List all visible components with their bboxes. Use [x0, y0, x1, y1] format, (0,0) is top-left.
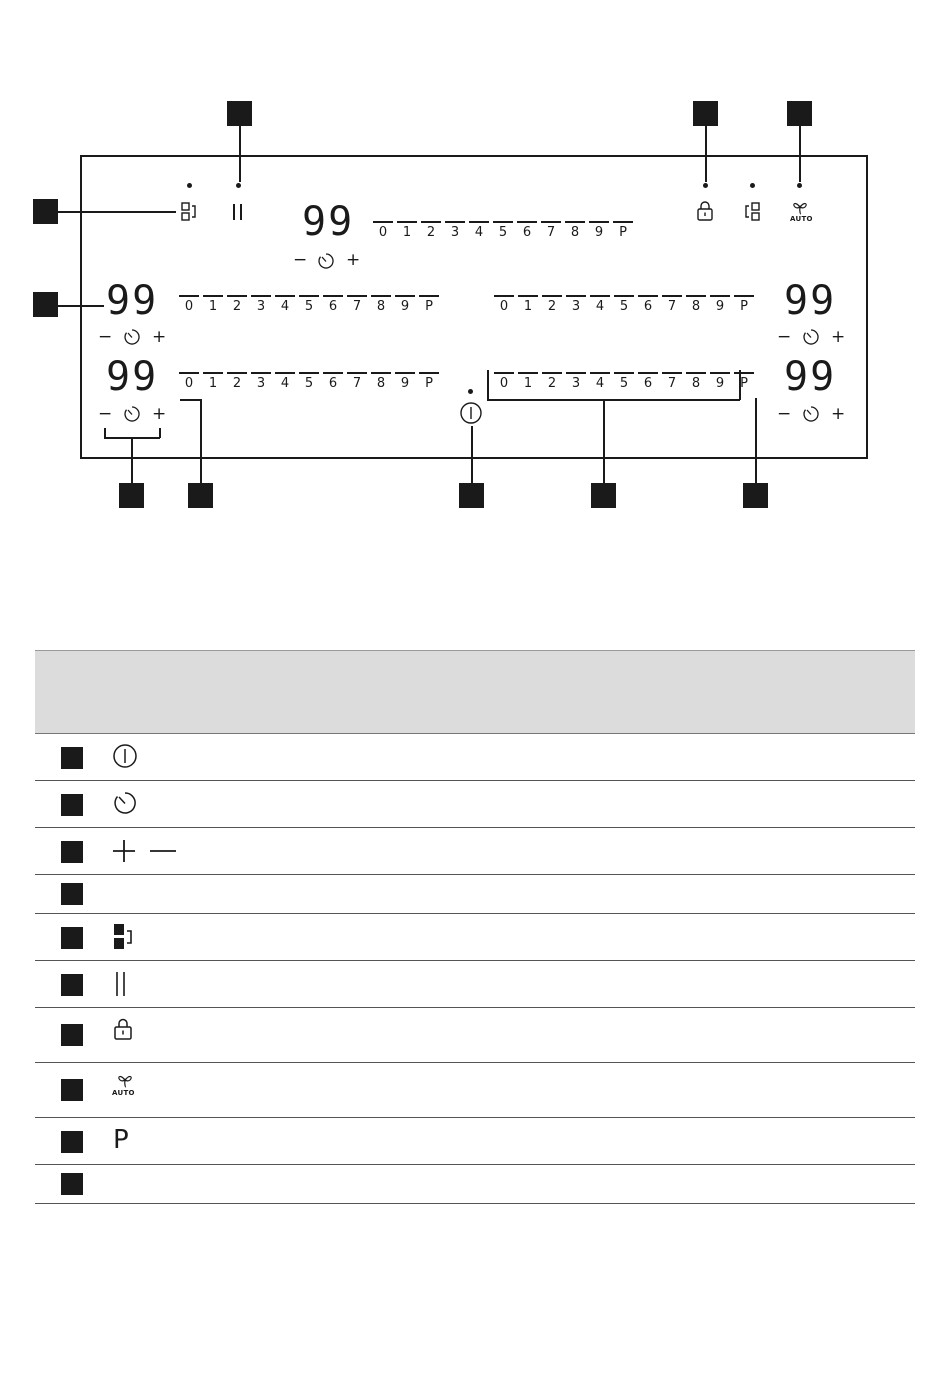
power-level-bar: [614, 372, 634, 374]
power-level-1[interactable]: [201, 372, 225, 391]
power-scale-left-upper: [177, 295, 441, 314]
power-level-9[interactable]: [708, 295, 732, 314]
power-level-bar: [662, 372, 682, 374]
callout-line: [58, 305, 104, 307]
power-level-1[interactable]: [201, 295, 225, 314]
power-level-p[interactable]: [417, 372, 441, 391]
power-level-label: P: [425, 376, 433, 391]
power-level-label: 1: [523, 376, 533, 391]
power-level-2[interactable]: [225, 295, 249, 314]
callout-marker-left-bridge: [33, 199, 58, 224]
power-level-bar: [710, 295, 730, 297]
power-level-bar: [662, 295, 682, 297]
power-level-4[interactable]: [273, 295, 297, 314]
power-level-8[interactable]: [369, 372, 393, 391]
power-level-bar: [179, 372, 199, 374]
power-level-bar: [541, 221, 561, 223]
power-level-p[interactable]: [611, 221, 635, 240]
timer-display-left-lower: 99: [106, 354, 159, 400]
power-level-label: 9: [400, 376, 410, 391]
callout-marker-bottom-power: [459, 483, 484, 508]
power-level-bar: [565, 221, 585, 223]
power-level-label: 8: [691, 299, 701, 314]
auto-label: AUTO: [790, 215, 813, 223]
power-level-bar: [734, 372, 754, 374]
power-level-label: 8: [691, 376, 701, 391]
callout-line: [180, 399, 201, 401]
power-level-1[interactable]: [395, 221, 419, 240]
power-level-label: 6: [522, 225, 532, 240]
function-table: [35, 650, 915, 1204]
power-level-label: 6: [643, 299, 653, 314]
power-level-bar: [251, 295, 271, 297]
power-level-bar: [494, 372, 514, 374]
power-level-0[interactable]: [492, 295, 516, 314]
power-level-label: 3: [571, 376, 581, 391]
power-level-4[interactable]: [273, 372, 297, 391]
indicator-dot-power: [468, 389, 473, 394]
table-row: [35, 1063, 915, 1118]
power-level-label: 1: [208, 376, 218, 391]
power-level-label: 0: [184, 376, 194, 391]
callout-line: [200, 399, 202, 483]
row-marker: [61, 1079, 83, 1101]
power-level-5[interactable]: [297, 372, 321, 391]
power-level-label: 3: [571, 299, 581, 314]
power-level-bar: [686, 295, 706, 297]
power-level-3[interactable]: [249, 295, 273, 314]
power-level-bar: [371, 295, 391, 297]
power-level-2[interactable]: [419, 221, 443, 240]
power-level-bar: [203, 372, 223, 374]
power-level-bar: [203, 295, 223, 297]
power-level-label: 5: [619, 376, 629, 391]
power-level-3[interactable]: [564, 372, 588, 391]
power-level-p[interactable]: [732, 295, 756, 314]
power-level-label: 2: [547, 299, 557, 314]
power-level-bar: [493, 221, 513, 223]
power-level-label: 4: [280, 376, 290, 391]
power-level-5[interactable]: [491, 221, 515, 240]
power-scale-right-lower: [492, 372, 756, 391]
timer-plus-button-right-lower[interactable]: +: [831, 404, 846, 424]
timer-minus-button-left-upper[interactable]: −: [98, 327, 113, 347]
table-row: [35, 1118, 915, 1165]
power-level-bar: [227, 295, 247, 297]
power-level-label: 0: [499, 299, 509, 314]
power-level-label: 4: [595, 299, 605, 314]
power-level-bar: [613, 221, 633, 223]
power-level-label: 0: [378, 225, 388, 240]
power-level-label: 0: [499, 376, 509, 391]
row-marker: [61, 883, 83, 905]
power-level-5[interactable]: [612, 372, 636, 391]
timer-plus-button-left-upper[interactable]: +: [152, 327, 167, 347]
callout-line: [58, 211, 176, 213]
power-level-label: 6: [328, 376, 338, 391]
power-level-bar: [395, 372, 415, 374]
power-level-bar: [373, 221, 393, 223]
power-level-bar: [419, 295, 439, 297]
power-level-bar: [566, 295, 586, 297]
power-level-bar: [518, 372, 538, 374]
callout-line: [239, 126, 241, 182]
timer-icon[interactable]: [123, 328, 141, 346]
power-level-bar: [710, 372, 730, 374]
row-marker: [61, 1024, 83, 1046]
power-level-0[interactable]: [492, 372, 516, 391]
power-level-bar: [395, 295, 415, 297]
callout-line: [487, 399, 740, 401]
power-level-bar: [347, 295, 367, 297]
power-level-1[interactable]: [516, 372, 540, 391]
power-level-bar: [419, 372, 439, 374]
power-level-0[interactable]: [177, 295, 201, 314]
callout-line: [104, 428, 106, 438]
callout-line: [131, 437, 133, 483]
power-level-bar: [590, 295, 610, 297]
power-level-label: 6: [643, 376, 653, 391]
power-level-bar: [299, 372, 319, 374]
bridge-icon: [113, 923, 135, 951]
power-level-label: 7: [667, 299, 677, 314]
power-level-bar: [638, 295, 658, 297]
power-level-p[interactable]: [417, 295, 441, 314]
indicator-dot-bridge-right: [750, 183, 755, 188]
power-scale-right-upper: [492, 295, 756, 314]
callout-line: [159, 428, 161, 438]
row-marker: [61, 927, 83, 949]
row-marker: [61, 794, 83, 816]
power-level-bar: [275, 295, 295, 297]
timer-display-left-upper: 99: [106, 278, 159, 324]
table-header: [35, 650, 915, 734]
table-row: [35, 961, 915, 1008]
plus-minus-icon: [113, 839, 179, 863]
table-row: [35, 875, 915, 914]
power-level-bar: [686, 372, 706, 374]
power-level-label: 1: [208, 299, 218, 314]
power-level-bar: [517, 221, 537, 223]
callout-marker-bottom-boost: [743, 483, 768, 508]
pause-icon[interactable]: [231, 203, 245, 221]
callout-line: [799, 126, 801, 182]
power-level-label: 2: [232, 299, 242, 314]
callout-marker-bottom-scale-zero: [188, 483, 213, 508]
power-level-bar: [566, 372, 586, 374]
callout-marker-top-lock: [693, 101, 718, 126]
power-level-8[interactable]: [684, 372, 708, 391]
power-level-label: P: [619, 225, 627, 240]
power-level-9[interactable]: [708, 372, 732, 391]
power-level-bar: [275, 372, 295, 374]
power-level-9[interactable]: [587, 221, 611, 240]
callout-line: [471, 426, 473, 483]
power-level-label: 2: [426, 225, 436, 240]
power-level-bar: [469, 221, 489, 223]
power-level-0[interactable]: [371, 221, 395, 240]
power-level-7[interactable]: [345, 295, 369, 314]
power-level-label: 1: [402, 225, 412, 240]
indicator-dot-lock: [703, 183, 708, 188]
timer-icon[interactable]: [123, 405, 141, 423]
row-marker: [61, 1131, 83, 1153]
callout-line: [104, 437, 160, 439]
timer-minus-button-right-upper[interactable]: −: [777, 327, 792, 347]
power-level-8[interactable]: [684, 295, 708, 314]
power-level-9[interactable]: [393, 372, 417, 391]
power-level-6[interactable]: [636, 372, 660, 391]
callout-line: [603, 399, 605, 483]
power-level-label: 5: [619, 299, 629, 314]
power-level-bar: [445, 221, 465, 223]
power-level-label: 3: [450, 225, 460, 240]
table-row: [35, 1165, 915, 1204]
power-level-label: 1: [523, 299, 533, 314]
power-level-3[interactable]: [249, 372, 273, 391]
timer-icon[interactable]: [802, 328, 820, 346]
callout-marker-bottom-scale: [591, 483, 616, 508]
power-level-bar: [397, 221, 417, 223]
power-level-8[interactable]: [369, 295, 393, 314]
power-level-bar: [251, 372, 271, 374]
power-level-bar: [179, 295, 199, 297]
lock-icon: [113, 1018, 133, 1040]
power-level-label: P: [740, 376, 748, 391]
callout-marker-left-display: [33, 292, 58, 317]
power-level-label: 0: [184, 299, 194, 314]
indicator-dot-hood: [797, 183, 802, 188]
pause-icon: [113, 971, 129, 997]
power-level-label: 9: [400, 299, 410, 314]
power-level-label: 8: [376, 299, 386, 314]
power-level-label: 3: [256, 376, 266, 391]
timer-display-right-upper: 99: [784, 278, 837, 324]
power-level-label: 5: [304, 299, 314, 314]
row-marker: [61, 747, 83, 769]
power-level-bar: [494, 295, 514, 297]
auto-label: AUTO: [112, 1089, 135, 1097]
power-level-label: 7: [546, 225, 556, 240]
power-level-label: 5: [304, 376, 314, 391]
power-level-2[interactable]: [540, 295, 564, 314]
power-level-label: 7: [667, 376, 677, 391]
power-level-6[interactable]: [321, 372, 345, 391]
power-level-bar: [323, 295, 343, 297]
power-level-7[interactable]: [660, 372, 684, 391]
power-level-p[interactable]: [732, 372, 756, 391]
callout-line: [487, 370, 489, 400]
power-level-label: 3: [256, 299, 266, 314]
lock-icon[interactable]: [696, 201, 714, 221]
power-level-1[interactable]: [516, 295, 540, 314]
power-level-label: 6: [328, 299, 338, 314]
power-level-3[interactable]: [564, 295, 588, 314]
table-row: [35, 734, 915, 781]
power-level-bar: [542, 372, 562, 374]
power-level-label: 5: [498, 225, 508, 240]
power-level-label: 9: [715, 376, 725, 391]
power-level-bar: [614, 295, 634, 297]
power-level-2[interactable]: [225, 372, 249, 391]
power-level-3[interactable]: [443, 221, 467, 240]
row-marker: [61, 841, 83, 863]
power-level-6[interactable]: [636, 295, 660, 314]
power-level-label: 9: [715, 299, 725, 314]
row-marker: [61, 1173, 83, 1195]
power-icon: [113, 743, 137, 769]
power-icon[interactable]: [460, 401, 482, 425]
power-level-0[interactable]: [177, 372, 201, 391]
power-level-bar: [347, 372, 367, 374]
table-row: [35, 1008, 915, 1063]
timer-display-top: 99: [302, 199, 355, 245]
timer-minus-button-left-lower[interactable]: −: [98, 404, 113, 424]
power-level-label: 2: [547, 376, 557, 391]
power-level-4[interactable]: [467, 221, 491, 240]
timer-icon[interactable]: [802, 405, 820, 423]
power-level-8[interactable]: [563, 221, 587, 240]
power-level-bar: [227, 372, 247, 374]
power-level-bar: [518, 295, 538, 297]
power-level-label: P: [425, 299, 433, 314]
power-level-7[interactable]: [539, 221, 563, 240]
power-level-bar: [299, 295, 319, 297]
table-row: [35, 914, 915, 961]
timer-icon: [113, 790, 137, 816]
timer-minus-button-top[interactable]: −: [293, 250, 308, 270]
power-level-bar: [323, 372, 343, 374]
timer-plus-button-right-upper[interactable]: +: [831, 327, 846, 347]
table-row: [35, 781, 915, 828]
power-level-label: 2: [232, 376, 242, 391]
callout-marker-bottom-timer-controls: [119, 483, 144, 508]
power-scale-top: [371, 221, 635, 240]
power-level-6[interactable]: [515, 221, 539, 240]
power-boost-label: P: [113, 1125, 129, 1155]
power-level-bar: [542, 295, 562, 297]
power-level-label: 8: [570, 225, 580, 240]
callout-marker-top-hood: [787, 101, 812, 126]
power-level-bar: [734, 295, 754, 297]
timer-plus-button-top[interactable]: +: [346, 250, 361, 270]
power-level-label: 8: [376, 376, 386, 391]
callout-line: [755, 398, 757, 483]
indicator-dot-pause: [236, 183, 241, 188]
power-level-bar: [589, 221, 609, 223]
bridge-right-icon[interactable]: [744, 202, 760, 222]
power-level-5[interactable]: [297, 295, 321, 314]
power-level-label: 4: [474, 225, 484, 240]
power-level-label: P: [740, 299, 748, 314]
power-level-label: 7: [352, 299, 362, 314]
power-level-7[interactable]: [345, 372, 369, 391]
callout-line: [705, 126, 707, 182]
power-scale-left-lower: [177, 372, 441, 391]
timer-plus-button-left-lower[interactable]: +: [152, 404, 167, 424]
power-level-9[interactable]: [393, 295, 417, 314]
power-level-4[interactable]: [588, 372, 612, 391]
timer-minus-button-right-lower[interactable]: −: [777, 404, 792, 424]
table-row: [35, 828, 915, 875]
power-level-5[interactable]: [612, 295, 636, 314]
callout-marker-top-pause: [227, 101, 252, 126]
power-level-4[interactable]: [588, 295, 612, 314]
power-level-label: 7: [352, 376, 362, 391]
power-level-7[interactable]: [660, 295, 684, 314]
bridge-icon[interactable]: [181, 202, 197, 222]
power-level-label: 4: [280, 299, 290, 314]
power-level-bar: [371, 372, 391, 374]
power-level-label: 4: [595, 376, 605, 391]
power-level-bar: [590, 372, 610, 374]
indicator-dot-bridge: [187, 183, 192, 188]
power-level-2[interactable]: [540, 372, 564, 391]
power-level-bar: [638, 372, 658, 374]
row-marker: [61, 974, 83, 996]
timer-display-right-lower: 99: [784, 354, 837, 400]
power-level-6[interactable]: [321, 295, 345, 314]
timer-icon[interactable]: [317, 252, 335, 270]
power-level-bar: [421, 221, 441, 223]
power-level-label: 9: [594, 225, 604, 240]
